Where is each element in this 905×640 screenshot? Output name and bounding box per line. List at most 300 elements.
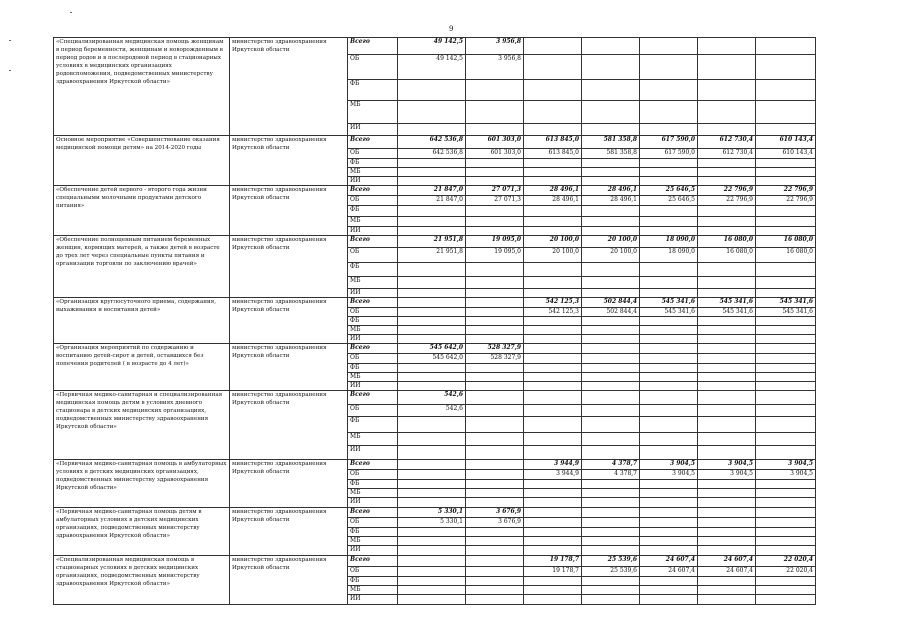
amount-cell xyxy=(466,226,524,235)
amount-cell xyxy=(698,335,756,344)
amount-cell xyxy=(582,38,640,55)
amount-cell xyxy=(398,158,466,167)
amount-cell xyxy=(524,382,582,391)
amount-cell xyxy=(698,158,756,167)
amount-cell xyxy=(640,276,698,288)
funding-source-cell: Всего xyxy=(348,507,398,517)
amount-cell xyxy=(398,489,466,498)
funding-source-cell: ОБ xyxy=(348,196,398,206)
amount-cell xyxy=(582,391,640,404)
amount-cell xyxy=(582,316,640,325)
amount-cell: 502 844,4 xyxy=(582,298,640,307)
amount-cell: 28 496,1 xyxy=(524,186,582,196)
executor-cell: министерство здравоохранения Иркутской области xyxy=(230,298,348,344)
funding-source-cell: ОБ xyxy=(348,517,398,527)
amount-cell xyxy=(466,382,524,391)
amount-cell xyxy=(756,404,816,416)
amount-cell xyxy=(398,577,466,586)
amount-cell xyxy=(398,372,466,381)
amount-cell xyxy=(524,176,582,185)
amount-cell xyxy=(640,101,698,123)
funding-source-cell: ИИ xyxy=(348,176,398,185)
funding-source-cell: ОБ xyxy=(348,469,398,479)
amount-cell xyxy=(698,363,756,372)
amount-cell: 610 143,4 xyxy=(756,149,816,158)
amount-cell: 542 125,3 xyxy=(524,307,582,316)
table-row xyxy=(54,391,878,404)
amount-cell: 581 358,8 xyxy=(582,149,640,158)
amount-cell xyxy=(524,446,582,459)
amount-cell xyxy=(466,446,524,459)
amount-cell xyxy=(698,176,756,185)
amount-cell xyxy=(756,489,816,498)
amount-cell xyxy=(524,158,582,167)
amount-cell xyxy=(582,480,640,489)
amount-cell xyxy=(398,298,466,307)
amount-cell xyxy=(466,469,524,479)
amount-cell xyxy=(640,354,698,363)
funding-source-cell: ОБ xyxy=(348,404,398,416)
amount-cell xyxy=(398,586,466,595)
amount-cell xyxy=(698,344,756,354)
amount-cell xyxy=(524,433,582,446)
amount-cell xyxy=(640,433,698,446)
funding-source-cell: ФБ xyxy=(348,262,398,276)
amount-cell xyxy=(398,226,466,235)
amount-cell xyxy=(398,276,466,288)
funding-source-cell: ОБ xyxy=(348,55,398,80)
amount-cell xyxy=(640,507,698,517)
amount-cell: 601 303,0 xyxy=(466,149,524,158)
amount-cell xyxy=(524,101,582,123)
amount-cell: 19 095,0 xyxy=(466,236,524,248)
amount-cell xyxy=(756,528,816,537)
activity-name-cell: «Организация круглосуточного приема, содержания, выхаживания и воспитания детей» xyxy=(54,298,230,344)
funding-source-cell: Всего xyxy=(348,236,398,248)
amount-cell: 27 071,3 xyxy=(466,186,524,196)
amount-cell xyxy=(582,276,640,288)
amount-cell: 542,6 xyxy=(398,404,466,416)
amount-cell xyxy=(524,391,582,404)
amount-cell xyxy=(466,404,524,416)
amount-cell xyxy=(398,566,466,576)
amount-cell: 25 539,6 xyxy=(582,566,640,576)
amount-cell xyxy=(640,577,698,586)
amount-cell xyxy=(698,446,756,459)
amount-cell: 28 496,1 xyxy=(582,186,640,196)
amount-cell xyxy=(582,404,640,416)
amount-cell xyxy=(756,335,816,344)
amount-cell: 581 358,8 xyxy=(582,136,640,149)
funding-source-cell: ОБ xyxy=(348,248,398,262)
amount-cell xyxy=(756,79,816,100)
amount-cell: 617 590,0 xyxy=(640,136,698,149)
amount-cell xyxy=(466,372,524,381)
amount-cell xyxy=(756,382,816,391)
amount-cell: 545 341,6 xyxy=(698,298,756,307)
amount-cell xyxy=(466,480,524,489)
amount-cell xyxy=(582,79,640,100)
amount-cell xyxy=(582,586,640,595)
amount-cell xyxy=(524,167,582,176)
amount-cell xyxy=(524,489,582,498)
table-row xyxy=(54,459,878,469)
amount-cell xyxy=(582,123,640,135)
amount-cell xyxy=(640,480,698,489)
funding-source-cell: ФБ xyxy=(348,528,398,537)
amount-cell xyxy=(756,517,816,527)
amount-cell: 3 956,8 xyxy=(466,55,524,80)
amount-cell: 3 944,9 xyxy=(524,469,582,479)
amount-cell xyxy=(582,335,640,344)
amount-cell xyxy=(582,595,640,605)
amount-cell xyxy=(582,176,640,185)
amount-cell xyxy=(524,262,582,276)
amount-cell xyxy=(466,316,524,325)
amount-cell xyxy=(756,595,816,605)
amount-cell xyxy=(524,354,582,363)
amount-cell xyxy=(398,555,466,566)
amount-cell xyxy=(756,101,816,123)
amount-cell xyxy=(640,372,698,381)
activity-name-cell: «Первичная медико-санитарная помощь в амбулаторных условиях в детских медицинских организациях, подведомственных министерству здравоохранения Иркутской области» xyxy=(54,459,230,507)
amount-cell xyxy=(698,206,756,216)
amount-cell xyxy=(582,446,640,459)
amount-cell: 24 607,4 xyxy=(698,555,756,566)
amount-cell: 22 796,9 xyxy=(756,186,816,196)
amount-cell xyxy=(640,123,698,135)
amount-cell xyxy=(466,262,524,276)
amount-cell xyxy=(756,498,816,507)
amount-cell: 25 646,5 xyxy=(640,186,698,196)
amount-cell: 20 100,0 xyxy=(524,236,582,248)
funding-source-cell: МБ xyxy=(348,167,398,176)
amount-cell xyxy=(698,276,756,288)
amount-cell: 21 847,0 xyxy=(398,196,466,206)
amount-cell xyxy=(640,489,698,498)
amount-cell xyxy=(466,206,524,216)
amount-cell xyxy=(698,216,756,226)
funding-source-cell: МБ xyxy=(348,372,398,381)
amount-cell xyxy=(640,38,698,55)
amount-cell xyxy=(582,206,640,216)
amount-cell xyxy=(524,276,582,288)
amount-cell: 5 330,1 xyxy=(398,507,466,517)
amount-cell: 612 730,4 xyxy=(698,136,756,149)
amount-cell: 21 951,8 xyxy=(398,248,466,262)
amount-cell xyxy=(466,433,524,446)
amount-cell xyxy=(698,316,756,325)
amount-cell xyxy=(524,480,582,489)
amount-cell xyxy=(698,262,756,276)
amount-cell: 27 071,3 xyxy=(466,196,524,206)
amount-cell: 545 341,6 xyxy=(698,307,756,316)
table-row xyxy=(54,298,878,307)
amount-cell xyxy=(640,176,698,185)
amount-cell xyxy=(756,176,816,185)
amount-cell: 3 676,9 xyxy=(466,507,524,517)
amount-cell xyxy=(466,325,524,334)
amount-cell: 545 341,6 xyxy=(640,298,698,307)
amount-cell xyxy=(640,537,698,546)
amount-cell: 20 100,0 xyxy=(524,248,582,262)
funding-source-cell: МБ xyxy=(348,276,398,288)
amount-cell: 18 090,0 xyxy=(640,236,698,248)
funding-source-cell: ОБ xyxy=(348,307,398,316)
funding-source-cell: МБ xyxy=(348,101,398,123)
amount-cell xyxy=(582,55,640,80)
amount-cell xyxy=(756,226,816,235)
amount-cell xyxy=(524,404,582,416)
amount-cell xyxy=(582,289,640,298)
table-row xyxy=(54,507,878,517)
amount-cell xyxy=(582,416,640,432)
amount-cell: 528 327,9 xyxy=(466,344,524,354)
amount-cell xyxy=(466,489,524,498)
amount-cell xyxy=(398,528,466,537)
amount-cell xyxy=(698,517,756,527)
amount-cell xyxy=(756,158,816,167)
amount-cell: 25 646,5 xyxy=(640,196,698,206)
amount-cell xyxy=(466,537,524,546)
amount-cell xyxy=(466,298,524,307)
amount-cell: 613 845,0 xyxy=(524,149,582,158)
amount-cell xyxy=(640,586,698,595)
executor-cell: министерство здравоохранения Иркутской области xyxy=(230,136,348,186)
amount-cell: 3 904,5 xyxy=(698,459,756,469)
table-row xyxy=(54,38,878,55)
amount-cell xyxy=(582,226,640,235)
executor-cell: министерство здравоохранения Иркутской области xyxy=(230,344,348,391)
funding-source-cell: ФБ xyxy=(348,577,398,586)
funding-source-cell: МБ xyxy=(348,489,398,498)
funding-source-cell: ИИ xyxy=(348,498,398,507)
amount-cell xyxy=(398,446,466,459)
funding-source-cell: Всего xyxy=(348,298,398,307)
amount-cell xyxy=(524,416,582,432)
funding-source-cell: Всего xyxy=(348,459,398,469)
amount-cell xyxy=(398,262,466,276)
amount-cell: 16 080,0 xyxy=(698,236,756,248)
amount-cell xyxy=(756,577,816,586)
amount-cell xyxy=(466,335,524,344)
amount-cell: 545 642,0 xyxy=(398,354,466,363)
amount-cell: 545 642,0 xyxy=(398,344,466,354)
table-row xyxy=(54,236,878,248)
funding-source-cell: ФБ xyxy=(348,206,398,216)
amount-cell: 5 330,1 xyxy=(398,517,466,527)
amount-cell xyxy=(756,316,816,325)
funding-source-cell: ФБ xyxy=(348,79,398,100)
amount-cell xyxy=(524,289,582,298)
amount-cell xyxy=(756,480,816,489)
funding-source-cell: Всего xyxy=(348,136,398,149)
amount-cell xyxy=(524,507,582,517)
amount-cell xyxy=(466,528,524,537)
activity-name-cell: «Специализированная медицинская помощь в стационарных условиях в детских медицинских организациях, подведомственных министерству здравоохранения Иркутской области» xyxy=(54,555,230,604)
table-row xyxy=(54,136,878,149)
amount-cell xyxy=(524,363,582,372)
funding-source-cell: ИИ xyxy=(348,335,398,344)
amount-cell xyxy=(698,537,756,546)
amount-cell xyxy=(524,335,582,344)
funding-source-cell: Всего xyxy=(348,344,398,354)
amount-cell: 3 904,5 xyxy=(756,469,816,479)
funding-source-cell: ОБ xyxy=(348,354,398,363)
amount-cell xyxy=(582,498,640,507)
amount-cell xyxy=(582,489,640,498)
amount-cell: 502 844,4 xyxy=(582,307,640,316)
amount-cell: 22 020,4 xyxy=(756,566,816,576)
amount-cell: 28 496,1 xyxy=(582,196,640,206)
amount-cell xyxy=(756,344,816,354)
amount-cell xyxy=(524,372,582,381)
amount-cell xyxy=(698,577,756,586)
amount-cell xyxy=(640,404,698,416)
amount-cell xyxy=(398,325,466,334)
amount-cell xyxy=(466,555,524,566)
amount-cell xyxy=(524,216,582,226)
funding-source-cell: ОБ xyxy=(348,566,398,576)
amount-cell: 24 607,4 xyxy=(640,566,698,576)
amount-cell xyxy=(756,546,816,555)
amount-cell: 24 607,4 xyxy=(698,566,756,576)
amount-cell xyxy=(582,537,640,546)
amount-cell xyxy=(582,577,640,586)
funding-source-cell: ОБ xyxy=(348,149,398,158)
table-row xyxy=(54,555,878,566)
amount-cell xyxy=(698,433,756,446)
amount-cell xyxy=(466,566,524,576)
amount-cell xyxy=(756,372,816,381)
amount-cell xyxy=(398,101,466,123)
amount-cell: 610 143,4 xyxy=(756,136,816,149)
amount-cell xyxy=(640,206,698,216)
amount-cell: 22 796,9 xyxy=(698,186,756,196)
amount-cell xyxy=(466,176,524,185)
amount-cell xyxy=(698,79,756,100)
activity-name-cell: «Специализированная медицинская помощь женщинам в период беременности, женщинам и новорожденным в период родов и в послеродовой период в стационарных условиях в медицинских организациях родовспоможения, подведомственных министерству здравоохранения Иркутской области» xyxy=(54,38,230,136)
amount-cell xyxy=(756,216,816,226)
amount-cell xyxy=(466,289,524,298)
amount-cell: 642 536,8 xyxy=(398,136,466,149)
funding-source-cell: ФБ xyxy=(348,363,398,372)
amount-cell xyxy=(640,262,698,276)
amount-cell xyxy=(582,158,640,167)
amount-cell xyxy=(582,528,640,537)
amount-cell xyxy=(524,517,582,527)
amount-cell: 545 341,6 xyxy=(756,307,816,316)
amount-cell xyxy=(640,55,698,80)
amount-cell xyxy=(582,546,640,555)
amount-cell xyxy=(756,276,816,288)
amount-cell xyxy=(582,382,640,391)
amount-cell xyxy=(698,507,756,517)
amount-cell: 18 090,0 xyxy=(640,248,698,262)
amount-cell: 20 100,0 xyxy=(582,236,640,248)
scan-speck xyxy=(70,12,72,13)
amount-cell xyxy=(466,498,524,507)
amount-cell: 21 951,8 xyxy=(398,236,466,248)
amount-cell xyxy=(524,498,582,507)
amount-cell xyxy=(466,216,524,226)
amount-cell xyxy=(524,546,582,555)
amount-cell xyxy=(398,335,466,344)
amount-cell xyxy=(640,79,698,100)
amount-cell xyxy=(698,586,756,595)
amount-cell xyxy=(466,123,524,135)
amount-cell xyxy=(698,480,756,489)
amount-cell xyxy=(698,595,756,605)
amount-cell: 25 539,6 xyxy=(582,555,640,566)
amount-cell xyxy=(698,416,756,432)
amount-cell xyxy=(398,498,466,507)
amount-cell: 49 142,5 xyxy=(398,38,466,55)
amount-cell xyxy=(524,586,582,595)
amount-cell xyxy=(524,206,582,216)
amount-cell: 3 956,8 xyxy=(466,38,524,55)
amount-cell xyxy=(582,167,640,176)
amount-cell: 613 845,0 xyxy=(524,136,582,149)
amount-cell xyxy=(582,507,640,517)
funding-source-cell: ИИ xyxy=(348,289,398,298)
amount-cell xyxy=(524,344,582,354)
activity-name-cell: «Организация мероприятий по содержанию и воспитанию детей-сирот и детей, оставшихся без попечения родителей ( в возрасте до 4 лет)» xyxy=(54,344,230,391)
amount-cell: 4 378,7 xyxy=(582,469,640,479)
amount-cell xyxy=(582,344,640,354)
activity-name-cell: Основное мероприятие «Совершенствование оказания медицинской помощи детям» на 2014-2020 годы xyxy=(54,136,230,186)
activity-name-cell: «Обеспечение детей первого - второго года жизни специальными молочными продуктами детского питания» xyxy=(54,186,230,236)
amount-cell xyxy=(582,216,640,226)
amount-cell xyxy=(398,433,466,446)
amount-cell: 3 944,9 xyxy=(524,459,582,469)
amount-cell xyxy=(398,546,466,555)
amount-cell xyxy=(466,101,524,123)
amount-cell: 528 327,9 xyxy=(466,354,524,363)
amount-cell xyxy=(466,546,524,555)
amount-cell xyxy=(398,595,466,605)
amount-cell: 545 341,6 xyxy=(640,307,698,316)
amount-cell xyxy=(524,316,582,325)
amount-cell xyxy=(640,416,698,432)
amount-cell xyxy=(524,325,582,334)
amount-cell xyxy=(756,507,816,517)
amount-cell xyxy=(398,469,466,479)
amount-cell xyxy=(582,325,640,334)
amount-cell xyxy=(398,123,466,135)
amount-cell xyxy=(524,577,582,586)
table-row xyxy=(54,186,878,196)
amount-cell xyxy=(698,404,756,416)
amount-cell: 542 125,3 xyxy=(524,298,582,307)
funding-source-cell: МБ xyxy=(348,433,398,446)
amount-cell xyxy=(640,226,698,235)
amount-cell xyxy=(698,498,756,507)
amount-cell xyxy=(582,517,640,527)
amount-cell xyxy=(756,262,816,276)
funding-source-cell: Всего xyxy=(348,186,398,196)
amount-cell xyxy=(698,372,756,381)
amount-cell xyxy=(698,101,756,123)
amount-cell xyxy=(698,226,756,235)
amount-cell xyxy=(698,528,756,537)
executor-cell: министерство здравоохранения Иркутской области xyxy=(230,236,348,298)
amount-cell: 20 100,0 xyxy=(582,248,640,262)
executor-cell: министерство здравоохранения Иркутской области xyxy=(230,555,348,604)
page-number: 9 xyxy=(449,25,454,33)
amount-cell: 16 080,0 xyxy=(756,248,816,262)
executor-cell: министерство здравоохранения Иркутской области xyxy=(230,186,348,236)
